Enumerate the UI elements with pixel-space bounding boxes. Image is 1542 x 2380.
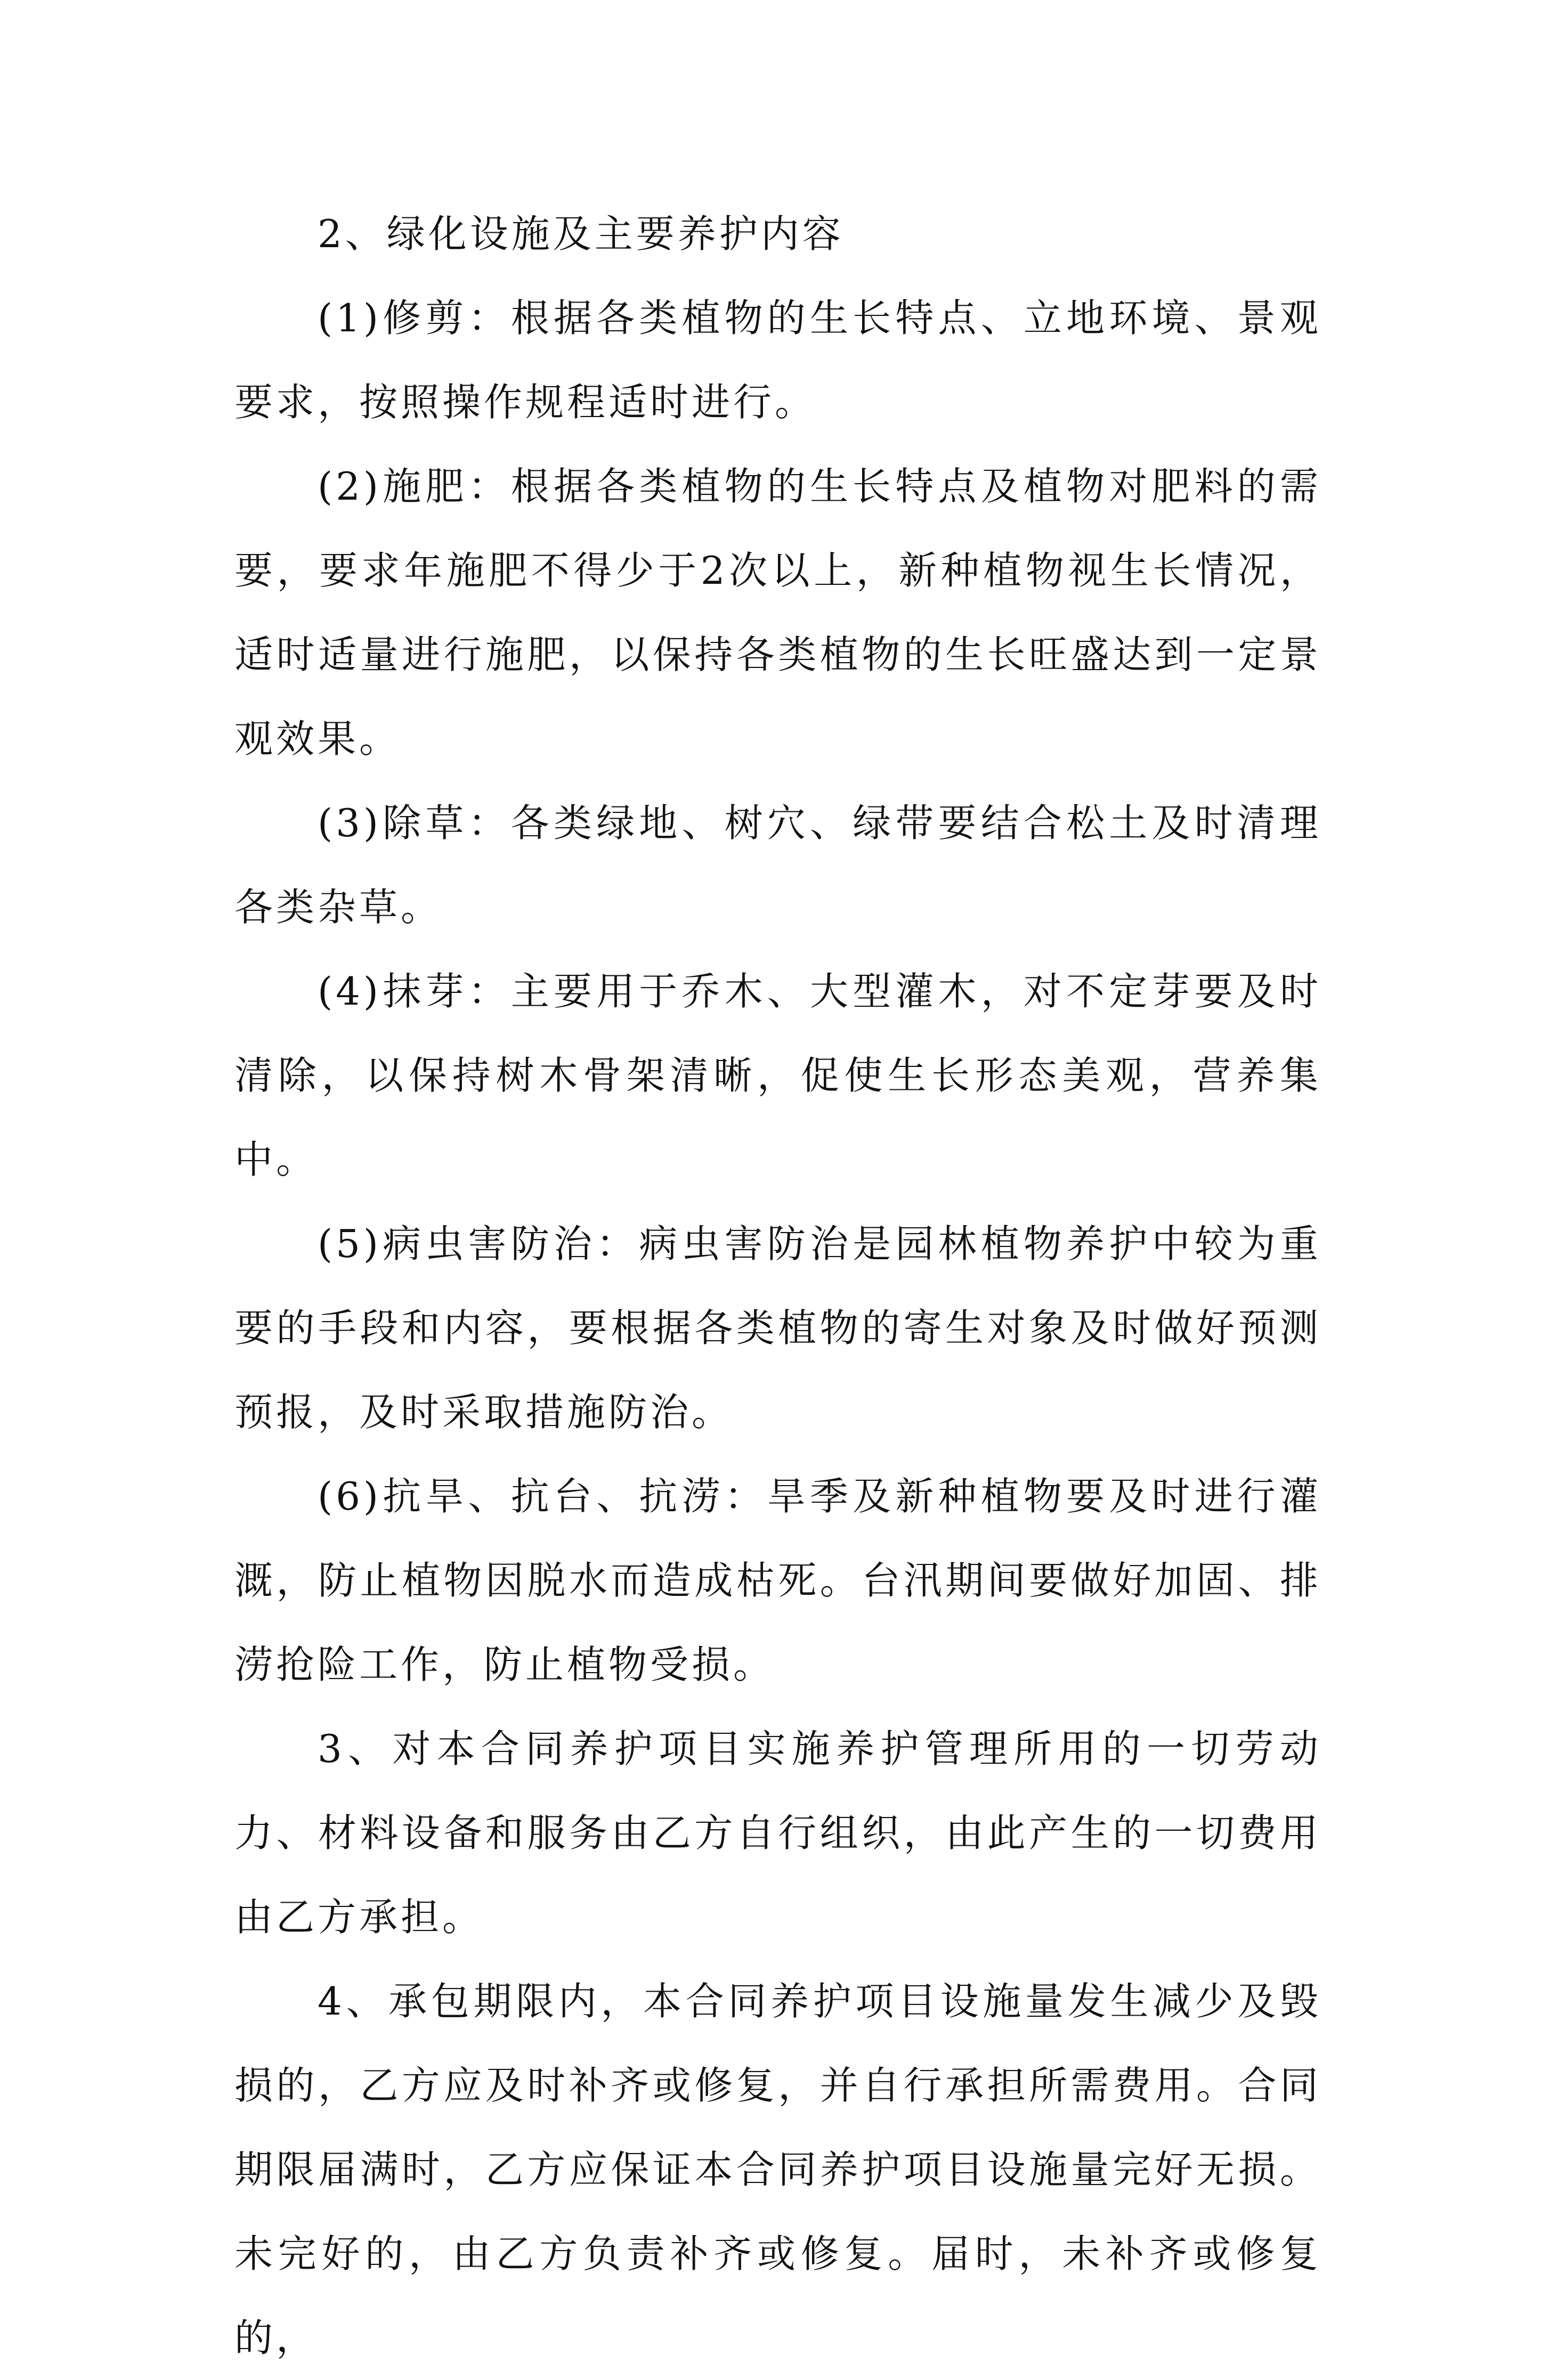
- document-body: [234, 192, 1321, 2380]
- item-pest-control: (5)病虫害防治：病虫害防治是园林植物养护中较为重要的手段和内容，要根据各类植物的寄生对象及时做好预测预报，及时采取措施防治。: [234, 1221, 1321, 1434]
- clause-4: 4、承包期限内，本合同养护项目设施量发生减少及毁损的，乙方应及时补齐或修复，并自行承担所需费用。合同期限届满时，乙方应保证本合同养护项目设施量完好无损。未完好的，由乙方负责补齐或修复。届时，未补齐或修复的，: [234, 1979, 1321, 2360]
- item-bud-removal: (4)抹芽：主要用于乔木、大型灌木，对不定芽要及时清除，以保持树木骨架清晰，促使生长形态美观，营养集中。: [234, 969, 1321, 1182]
- clause-3: 3、对本合同养护项目实施养护管理所用的一切劳动力、材料设备和服务由乙方自行组织，由此产生的一切费用由乙方承担。: [234, 1726, 1321, 1939]
- item-weeding: (3)除草：各类绿地、树穴、绿带要结合松土及时清理各类杂草。: [234, 801, 1321, 930]
- item-drought-typhoon-flood: (6)抗旱、抗台、抗涝：旱季及新种植物要及时进行灌溉，防止植物因脱水而造成枯死。台汛期间要做好加固、排涝抢险工作，防止植物受损。: [234, 1474, 1321, 1687]
- item-pruning: (1)修剪：根据各类植物的生长特点、立地环境、景观要求，按照操作规程适时进行。: [234, 296, 1321, 425]
- section-heading-2: 2、绿化设施及主要养护内容: [318, 211, 844, 256]
- item-fertilizing: (2)施肥：根据各类植物的生长特点及植物对肥料的需要，要求年施肥不得少于2次以上，新种植物视生长情况，适时适量进行施肥，以保持各类植物的生长旺盛达到一定景观效果。: [234, 464, 1321, 761]
